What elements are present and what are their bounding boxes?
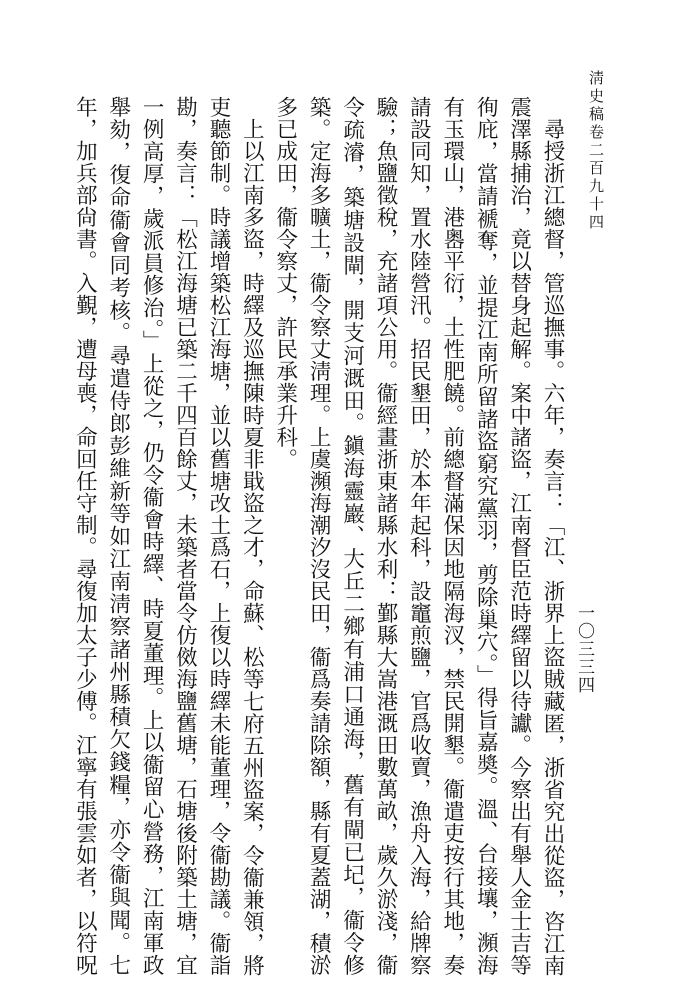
- page-number: 一〇三三四: [574, 604, 594, 694]
- running-head: 淸史稿卷二百九十四: [587, 70, 605, 232]
- paragraph-2: 上以江南多盜，時繹及巡撫陳時夏非戢盜之才，命蘇、松等七府五州盜案，令衞兼領，將吏聽節制。時議增築松江海塘，並以舊塘改土爲石，上復以時繹未能董理，令衞勘議。衞詣勘，奏言：「松江海塘已築二千四百餘丈，未築者當令仿傚海鹽舊塘，石塘後附築土塘，宜一例高厚，歲派員修治。」上從之，仍令衞會時繹、時夏董理。上以衞留心營務，江南軍政舉劾，復命衞會同考核。尋遣侍郎彭維新等如江南淸察諸州縣積欠錢糧，亦令衞與聞。七年，加兵部尙書。入覲，遭母喪，命回任守制。尋復加太子少傅。江寧有張雲如者，以符呪: [72, 96, 265, 976]
- body-text: [72, 96, 569, 976]
- paragraph-1: 尋授浙江總督，管巡撫事。六年，奏言：「江、浙界上盜賊藏匿，浙省究出從盜，咨江南震澤縣捕治，竟以替身起解。案中諸盜，江南督臣范時繹留以待讞。今察出有舉人金士吉等徇庇，當請褫奪，並提江南所留諸盜窮究黨羽，剪除巢穴。」得旨嘉奬。溫、台接壤，瀕海有玉環山，港嶴平衍，土性肥饒。前總督滿保因地隔海汊，禁民開墾。衞遣吏按行其地，奏請設同知，置水陸營汛。招民墾田，於本年起科，設竈煎鹽，官爲收賣，漁舟入海，給牌察驗；魚鹽徵稅，充諸項公用。衞經畫浙東諸縣水利：鄞縣大嵩港溉田數萬畝，歲久淤淺，衞令疏濬，築塘設閘，開支河溉田。鎭海靈巖、大丘二鄉有浦口通海，舊有閘已圮，衞令修築。定海多曠土，衞令察丈淸理。上虞瀕海潮汐沒民田，衞爲奏請除額，縣有夏蓋湖，積淤多已成田，衞令察丈，許民承業升科。: [272, 96, 565, 976]
